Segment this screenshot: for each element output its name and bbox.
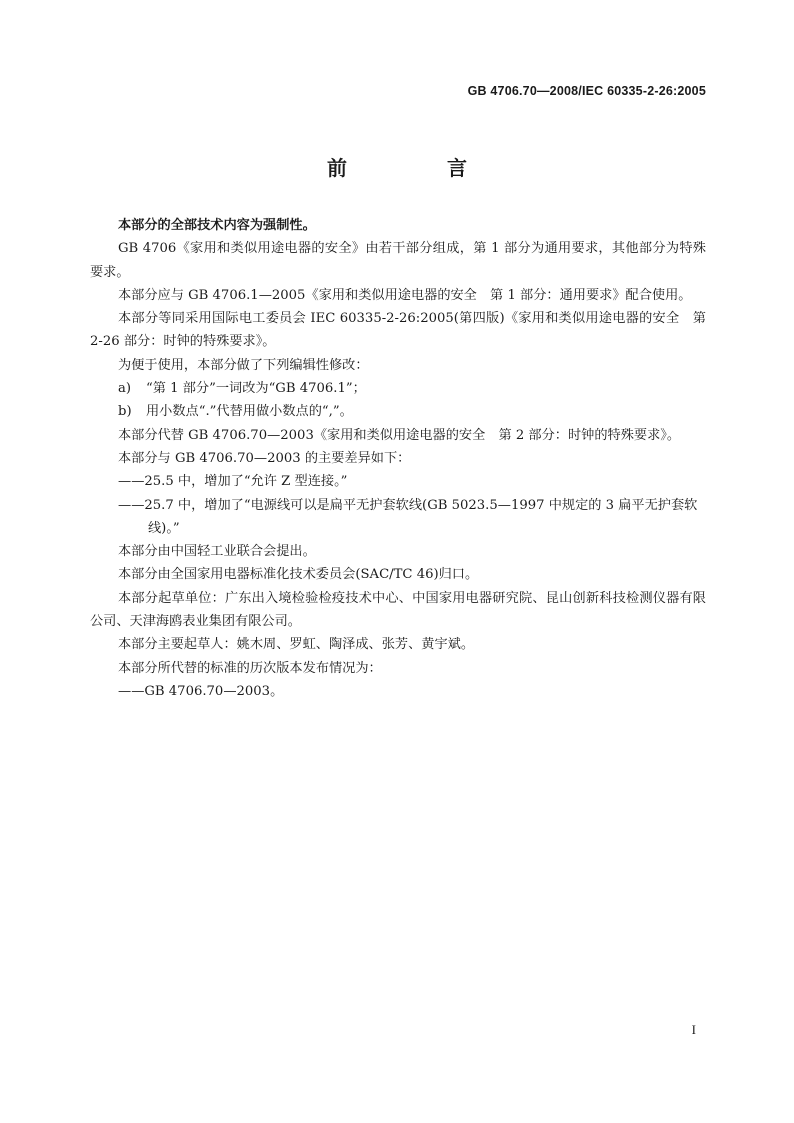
paragraph-drafters: 本部分主要起草人：姚木周、罗虹、陶泽成、张芳、黄宇斌。 — [118, 637, 475, 653]
paragraph-committee: 本部分由全国家用电器标准化技术委员会(SAC/TC 46)归口。 — [118, 567, 479, 583]
paragraph-differences: 本部分与 GB 4706.70—2003 的主要差异如下： — [118, 450, 411, 466]
paragraph-drafting-units: 本部分起草单位：广东出入境检验检疫技术中心、中国家用电器研究院、昆山创新科技检测仪器有限公司、天津海鸥表业集团有限公司。 — [90, 590, 706, 630]
paragraph-edits-intro: 为便于使用，本部分做了下列编辑性修改： — [118, 357, 369, 373]
dash-item-25-5: ——25.5 中，增加了“允许 Z 型连接。” — [118, 474, 348, 490]
list-marker-b: b) — [118, 404, 132, 420]
list-text-b: 用小数点“.”代替用做小数点的“,”。 — [146, 404, 353, 420]
paragraph-usage: 本部分应与 GB 4706.1—2005《家用和类似用途电器的安全 第 1 部分：通用要求》配合使用。 — [118, 287, 692, 303]
page-title: 前 言 — [327, 156, 507, 180]
paragraph-history: 本部分所代替的标准的历次版本发布情况为： — [118, 660, 382, 676]
standard-code: GB 4706.70—2008/IEC 60335-2-26:2005 — [467, 84, 706, 98]
list-item-a — [90, 377, 706, 400]
paragraph-composition: GB 4706《家用和类似用途电器的安全》由若干部分组成，第 1 部分为通用要求，其他部分为特殊要求。 — [90, 241, 706, 280]
dash-item-25-7: ——25.7 中，增加了“电源线可以是扁平无护套软线(GB 5023.5—1997 中规定的 3 扁平无护套软线)。” — [118, 497, 698, 536]
mandatory-statement: 本部分的全部技术内容为强制性。 — [118, 218, 316, 233]
paragraph-replaces: 本部分代替 GB 4706.70—2003《家用和类似用途电器的安全 第 2 部分：时钟的特殊要求》。 — [118, 427, 681, 443]
page-number: I — [691, 1022, 696, 1037]
list-item-b — [90, 400, 706, 423]
paragraph-proposer: 本部分由中国轻工业联合会提出。 — [118, 544, 316, 560]
paragraph-adoption: 本部分等同采用国际电工委员会 IEC 60335-2-26:2005(第四版)《家用和类似用途电器的安全 第 2-26 部分：时钟的特殊要求》。 — [90, 311, 706, 350]
list-text-a: “第 1 部分”一词改为“GB 4706.1”； — [146, 381, 366, 397]
dash-item-history: ——GB 4706.70—2003。 — [118, 683, 284, 699]
list-marker-a: a) — [118, 381, 132, 397]
document-body — [90, 214, 706, 703]
